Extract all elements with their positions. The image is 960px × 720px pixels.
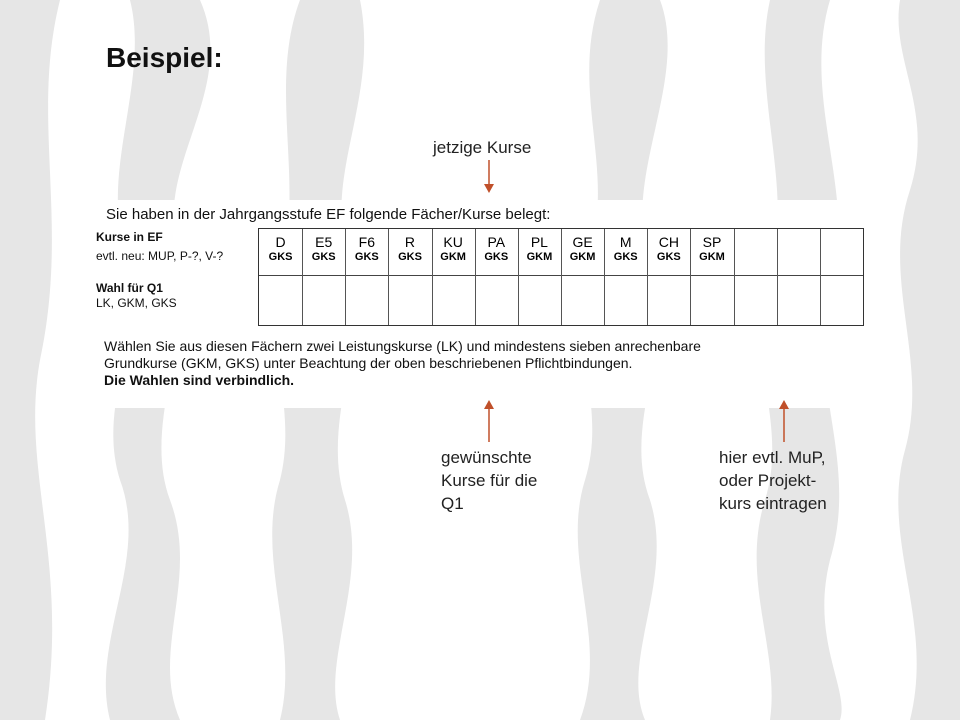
subject-name: GE [572, 234, 593, 250]
instructions [104, 338, 889, 389]
grid-column-line [777, 229, 778, 325]
course-grid [258, 228, 864, 326]
instruction-line: Grundkurse (GKM, GKS) unter Beachtung der oben beschriebenen Pflichtbindungen. [104, 355, 633, 371]
label-line: oder Projekt- [719, 471, 817, 490]
subject-cell [518, 229, 561, 264]
course-type: GKS [311, 251, 336, 263]
label-line: Q1 [441, 494, 464, 513]
subject-name: SP [702, 234, 722, 250]
desired-courses-label [441, 446, 537, 515]
row-label-q1: Wahl für Q1 [96, 281, 163, 295]
course-type: GKS [613, 251, 638, 263]
binding-note: Die Wahlen sind verbindlich. [104, 372, 295, 388]
page-title: Beispiel: [106, 42, 223, 73]
form-header: Sie haben in der Jahrgangsstufe EF folgende Fächer/Kurse belegt: [106, 206, 551, 223]
subject-name: M [619, 234, 632, 250]
subject-cell [302, 229, 345, 264]
course-type: GKM [440, 251, 466, 263]
subject-name: F6 [358, 234, 376, 250]
instruction-line: Wählen Sie aus diesen Fächern zwei Leistungskurse (LK) und mindestens sieben anrechenbare [104, 338, 701, 354]
course-type: GKM [699, 251, 725, 263]
row-sub-ef: evtl. neu: MUP, P-?, V-? [96, 249, 224, 263]
label-line: gewünschte [441, 448, 532, 467]
extra-courses-label [719, 446, 827, 515]
subject-name: KU [443, 234, 463, 250]
current-courses-label: jetzige Kurse [433, 138, 532, 157]
label-line: kurs eintragen [719, 494, 827, 513]
subject-name: E5 [315, 234, 333, 250]
arrow-up-icon [482, 400, 496, 442]
subject-name: PA [487, 234, 506, 250]
course-type: GKS [354, 251, 379, 263]
course-type: GKM [526, 251, 553, 263]
scanned-form [88, 200, 892, 408]
subject-cell [561, 229, 604, 264]
subject-name: D [275, 234, 286, 250]
course-type: GKS [398, 251, 422, 263]
course-type: GKS [268, 251, 293, 263]
label-line: Kurse für die [441, 471, 538, 490]
subject-cell [259, 229, 302, 264]
subject-name: R [404, 234, 416, 250]
subject-cell [647, 229, 690, 264]
subject-name: CH [658, 234, 679, 250]
grid-column-line [734, 229, 735, 325]
course-type: GKM [569, 251, 596, 263]
subject-cell [690, 229, 733, 264]
subject-cell [475, 229, 518, 264]
subject-name: PL [530, 234, 548, 250]
subject-cell [432, 229, 475, 264]
subject-cell [345, 229, 388, 264]
row-sub-q1: LK, GKM, GKS [96, 296, 177, 310]
subject-cell [388, 229, 431, 264]
course-type: GKS [656, 251, 681, 263]
course-type: GKS [484, 251, 509, 263]
arrow-up-icon [777, 400, 791, 442]
arrow-down-icon [482, 160, 496, 194]
grid-column-line [820, 229, 821, 325]
label-line: hier evtl. MuP, [719, 448, 826, 467]
row-label-ef: Kurse in EF [96, 230, 163, 244]
subject-cell [604, 229, 647, 264]
